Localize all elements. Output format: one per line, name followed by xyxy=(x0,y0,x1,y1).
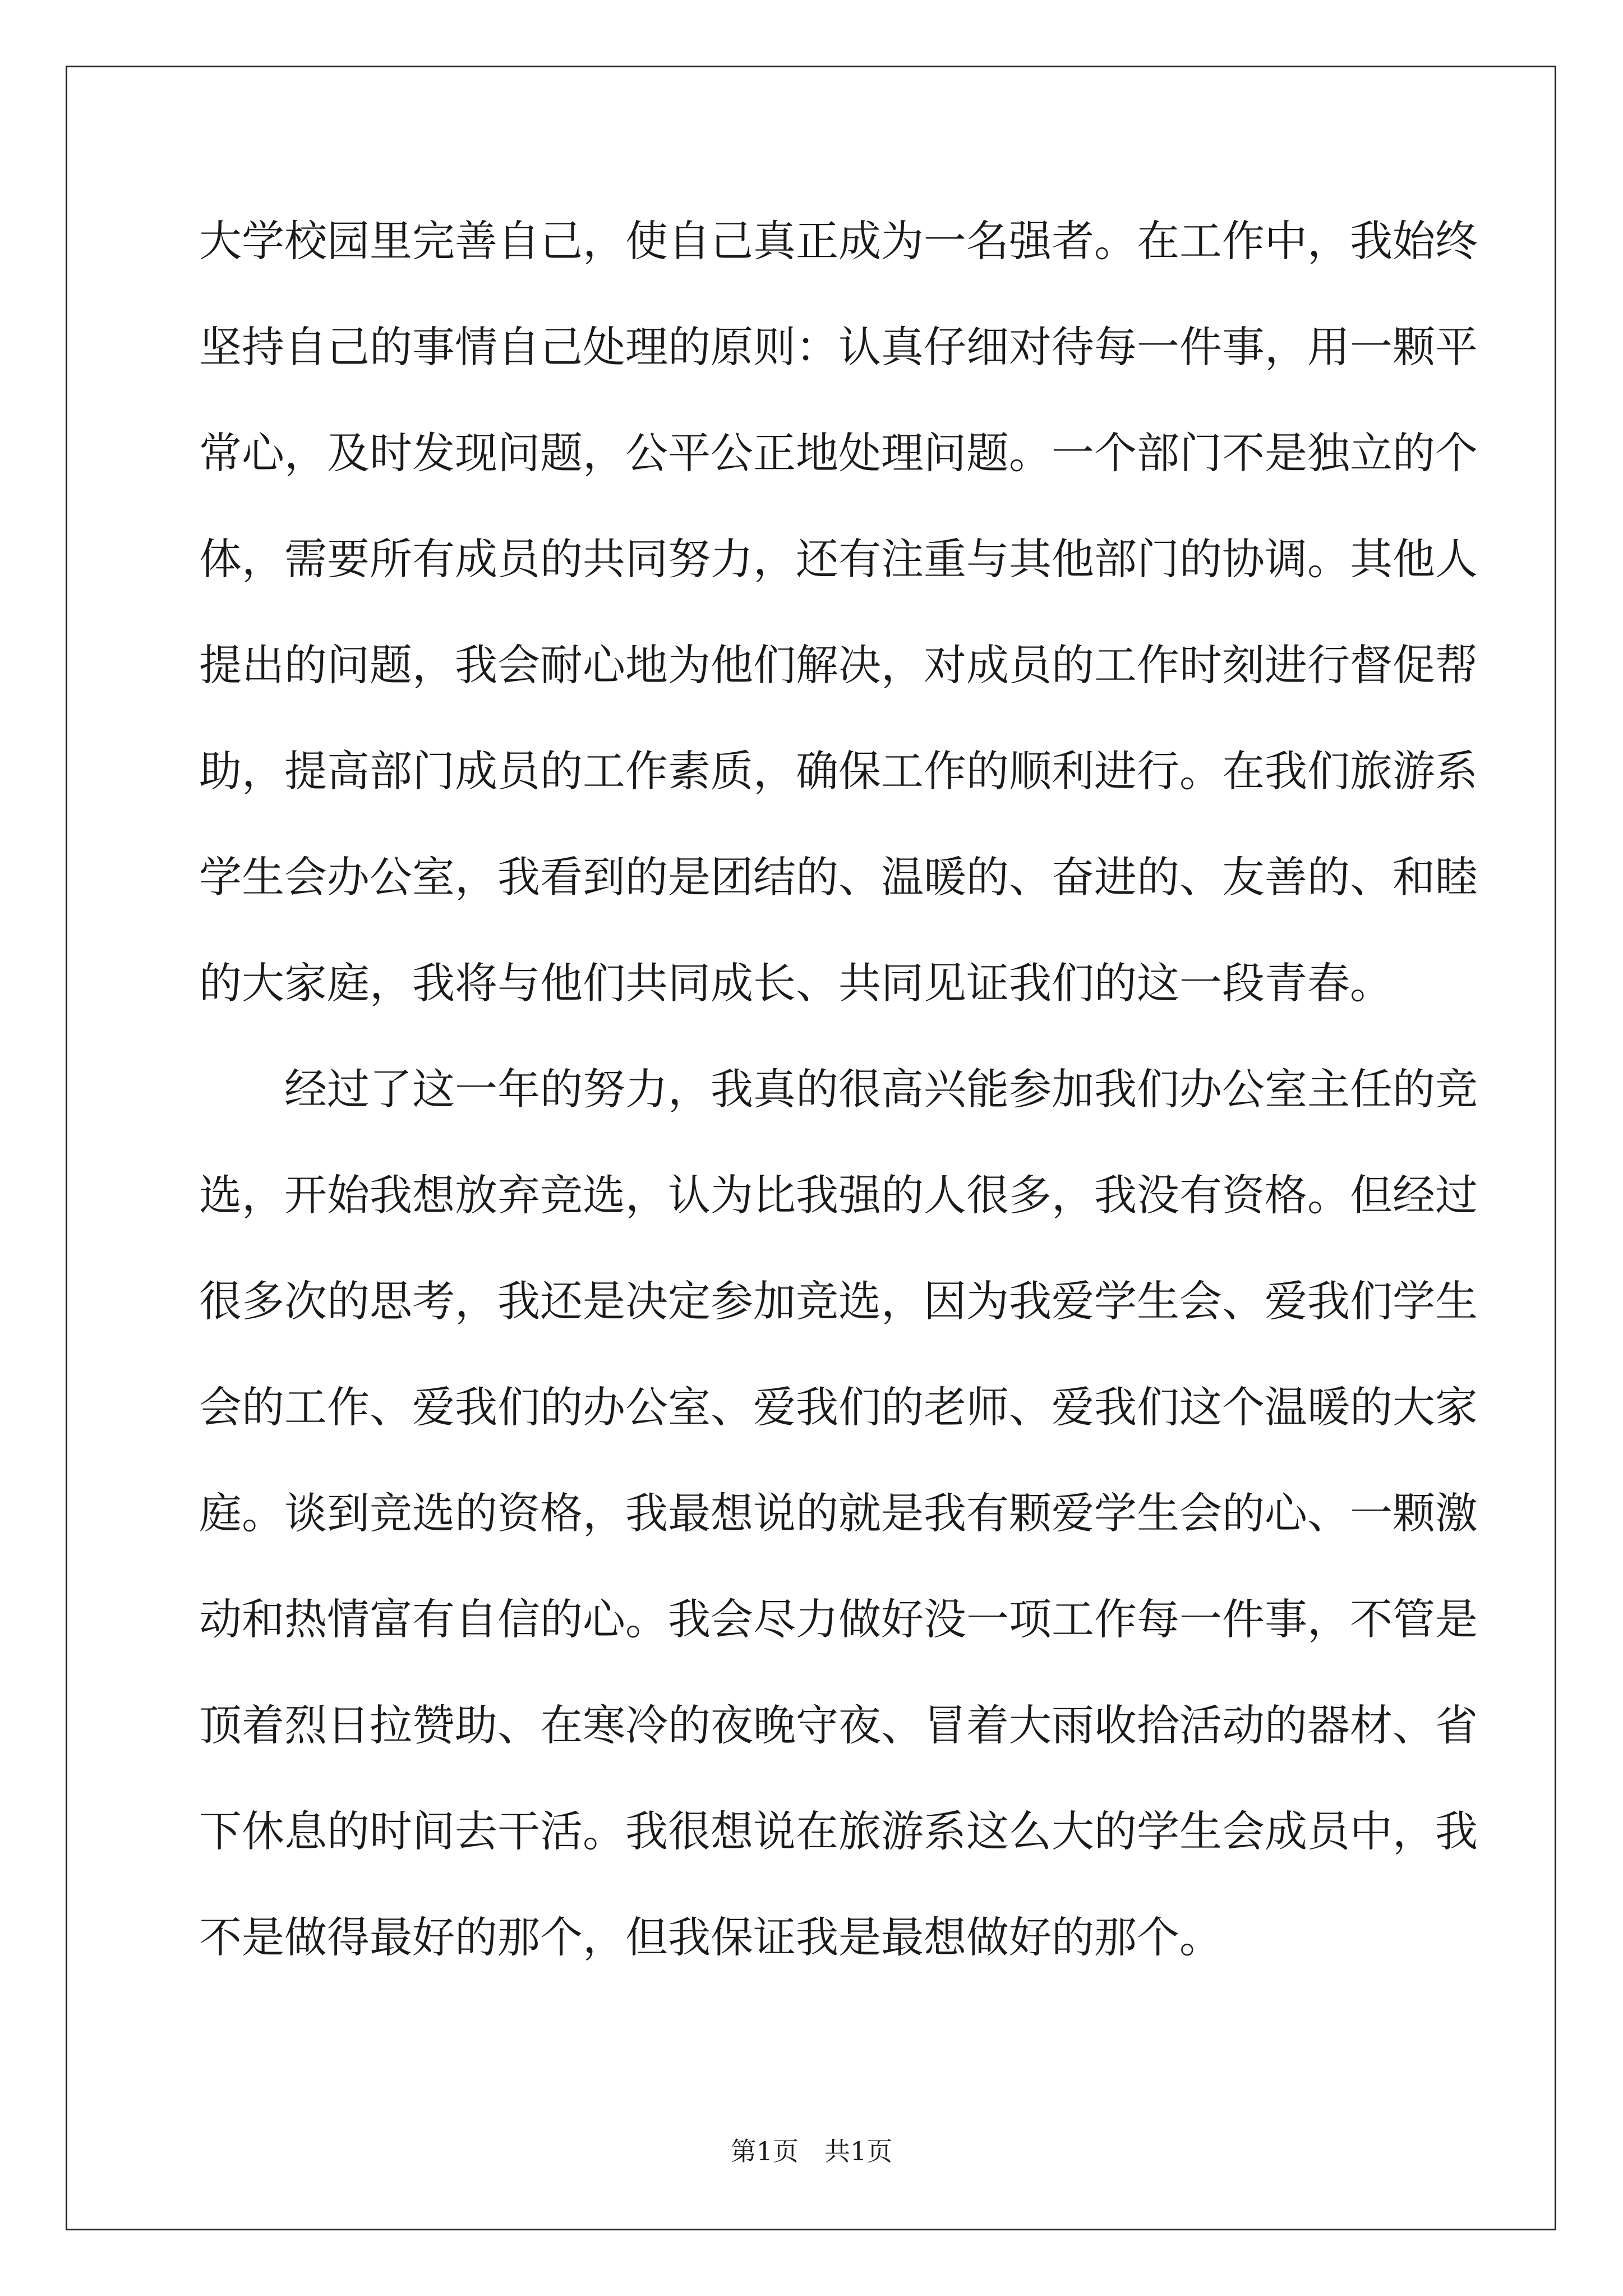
text-line: 体，需要所有成员的共同努力，还有注重与其他部门的协调。其他人 xyxy=(199,534,1478,584)
document-body xyxy=(199,208,1478,2010)
paragraph-2 xyxy=(199,1056,1478,2010)
text-line: 学生会办公室，我看到的是团结的、温暖的、奋进的、友善的、和睦 xyxy=(199,852,1478,902)
text-line: 经过了这一年的努力，我真的很高兴能参加我们办公室主任的竞 xyxy=(199,1064,1478,1114)
text-line: 常心，及时发现问题，公平公正地处理问题。一个部门不是独立的个 xyxy=(199,428,1478,478)
text-line: 的大家庭，我将与他们共同成长、共同见证我们的这一段青春。 xyxy=(199,958,1393,1008)
page-number-footer: 第1页 共1页 xyxy=(730,2136,893,2166)
text-line: 大学校园里完善自己，使自己真正成为一名强者。在工作中，我始终 xyxy=(199,216,1478,266)
text-line: 下休息的时间去干活。我很想说在旅游系这么大的学生会成员中，我 xyxy=(199,1806,1478,1856)
text-line: 动和热情富有自信的心。我会尽力做好没一项工作每一件事，不管是 xyxy=(199,1594,1478,1644)
paragraph-1 xyxy=(199,208,1478,1056)
text-line: 选，开始我想放弃竞选，认为比我强的人很多，我没有资格。但经过 xyxy=(199,1170,1478,1220)
text-line: 很多次的思考，我还是决定参加竞选，因为我爱学生会、爱我们学生 xyxy=(199,1276,1478,1326)
text-line: 顶着烈日拉赞助、在寒冷的夜晚守夜、冒着大雨收拾活动的器材、省 xyxy=(199,1700,1478,1750)
text-line: 不是做得最好的那个，但我保证我是最想做好的那个。 xyxy=(199,1912,1222,1962)
text-line: 庭。谈到竞选的资格，我最想说的就是我有颗爱学生会的心、一颗激 xyxy=(199,1488,1478,1538)
text-line: 提出的问题，我会耐心地为他们解决，对成员的工作时刻进行督促帮 xyxy=(199,640,1478,690)
text-line: 助，提高部门成员的工作素质，确保工作的顺利进行。在我们旅游系 xyxy=(199,746,1478,796)
text-line: 坚持自己的事情自己处理的原则：认真仔细对待每一件事，用一颗平 xyxy=(199,322,1478,372)
text-line: 会的工作、爱我们的办公室、爱我们的老师、爱我们这个温暖的大家 xyxy=(199,1382,1478,1432)
